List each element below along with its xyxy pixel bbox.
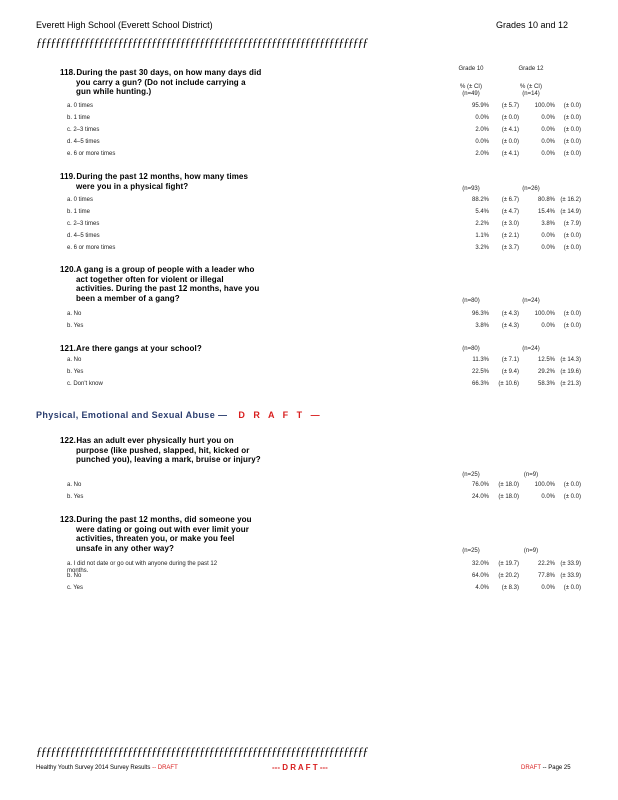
answer-option: d. 4–5 times xyxy=(67,233,100,239)
percentage-g10: 66.3% xyxy=(471,381,489,387)
header-grades: Grades 10 and 12 xyxy=(496,20,569,30)
percentage-g10: 4.0% xyxy=(475,585,489,591)
sample-size-n10: (n=49) xyxy=(462,91,480,97)
question-text: unsafe in any other way? xyxy=(76,543,174,553)
confidence-interval-ci12: (± 0.0) xyxy=(563,494,581,500)
footer-center-draft: --- D R A F T --- xyxy=(272,763,328,772)
confidence-interval-ci12: (± 7.9) xyxy=(563,221,581,227)
question-text: you carry a gun? (Do not include carrying a xyxy=(76,77,246,87)
answer-option: b. Yes xyxy=(67,323,84,329)
confidence-interval-ci10: (± 4.3) xyxy=(501,311,519,317)
percentage-g10: 3.8% xyxy=(475,323,489,329)
percentage-g10: 76.0% xyxy=(471,482,489,488)
confidence-interval-ci12: (± 0.0) xyxy=(563,482,581,488)
confidence-interval-ci12: (± 0.0) xyxy=(563,103,581,109)
percentage-g10: 2.2% xyxy=(475,221,489,227)
percentage-g12: 22.2% xyxy=(537,561,555,567)
percentage-g12: 0.0% xyxy=(541,323,555,329)
percentage-g12: 100.0% xyxy=(534,482,555,488)
section-title: Physical, Emotional and Sexual Abuse — xyxy=(36,410,228,420)
col-grade12: Grade 12 xyxy=(518,66,544,72)
confidence-interval-ci10: (± 0.0) xyxy=(501,139,519,145)
confidence-interval-ci10: (± 4.7) xyxy=(501,209,519,215)
sample-size-n12: (n=14) xyxy=(522,91,540,97)
percentage-g10: 32.0% xyxy=(471,561,489,567)
confidence-interval-ci12: (± 0.0) xyxy=(563,127,581,133)
percentage-g12: 77.8% xyxy=(537,573,555,579)
sample-size-n10: (n=80) xyxy=(462,346,480,352)
percentage-g10: 5.4% xyxy=(475,209,489,215)
confidence-interval-ci10: (± 4.1) xyxy=(501,127,519,133)
percentage-g12: 80.8% xyxy=(537,197,555,203)
confidence-interval-ci12: (± 33.9) xyxy=(560,561,581,567)
answer-option: a. 0 times xyxy=(67,197,94,203)
confidence-interval-ci10: (± 4.3) xyxy=(501,323,519,329)
question-number: 119. xyxy=(60,172,76,181)
confidence-interval-ci10: (± 2.1) xyxy=(501,233,519,239)
answer-option: b. Yes xyxy=(67,494,84,500)
confidence-interval-ci12: (± 0.0) xyxy=(563,311,581,317)
question-text: activities, threaten you, or make you feel xyxy=(76,534,235,543)
answer-option: a. 0 times xyxy=(67,103,94,109)
confidence-interval-ci10: (± 0.0) xyxy=(501,115,519,121)
page-number: -- Page 25 xyxy=(542,765,571,771)
percentage-g12: 100.0% xyxy=(534,311,555,317)
footer-survey-title: Healthy Youth Survey 2014 Survey Results xyxy=(36,765,151,771)
percentage-g12: 15.4% xyxy=(537,209,555,215)
answer-option: a. I did not date or go out with anyone during the past 12 xyxy=(67,561,218,567)
answer-option: a. No xyxy=(67,311,82,317)
answer-option: e. 6 or more times xyxy=(67,245,116,251)
confidence-interval-ci12: (± 14.3) xyxy=(560,357,581,363)
percentage-g12: 0.0% xyxy=(541,115,555,121)
answer-option: c. 2–3 times xyxy=(67,127,100,133)
header-rule: ƒƒƒƒƒƒƒƒƒƒƒƒƒƒƒƒƒƒƒƒƒƒƒƒƒƒƒƒƒƒƒƒƒƒƒƒƒƒƒƒƒƒƒƒƒƒƒƒƒƒƒƒƒƒƒƒƒƒƒƒƒƒƒƒƒƒƒƒƒ xyxy=(36,35,368,49)
question-122 xyxy=(60,436,261,465)
percentage-g12: 29.2% xyxy=(537,369,555,375)
confidence-interval-ci10: (± 3.0) xyxy=(501,221,519,227)
question-text: activities. During the past 12 months, have you xyxy=(76,284,260,293)
question-120 xyxy=(60,265,259,303)
percentage-g10: 96.3% xyxy=(471,311,489,317)
footer-right-draft: DRAFT xyxy=(521,765,541,771)
answer-option: e. 6 or more times xyxy=(67,151,116,157)
question-number: 120. xyxy=(60,265,76,274)
confidence-interval-ci12: (± 0.0) xyxy=(563,151,581,157)
percentage-g12: 0.0% xyxy=(541,245,555,251)
percentage-g12: 0.0% xyxy=(541,585,555,591)
sample-size-n12: (n=26) xyxy=(522,186,540,192)
question-text: were dating or going out with ever limit your xyxy=(76,524,249,534)
question-text: punched you), leaving a mark, bruise or injury? xyxy=(76,455,261,464)
confidence-interval-ci10: (± 3.7) xyxy=(501,245,519,251)
confidence-interval-ci12: (± 0.0) xyxy=(563,139,581,145)
question-number: 118. xyxy=(60,68,76,77)
percentage-g12: 3.8% xyxy=(541,221,555,227)
confidence-interval-ci10: (± 20.2) xyxy=(498,573,519,579)
question-text: been a member of a gang? xyxy=(76,293,180,303)
confidence-interval-ci12: (± 0.0) xyxy=(563,323,581,329)
question-text: Are there gangs at your school? xyxy=(74,344,202,353)
question-118 xyxy=(60,68,261,97)
percentage-g12: 0.0% xyxy=(541,151,555,157)
sample-size-n12: (n=24) xyxy=(522,346,540,352)
answer-option: d. 4–5 times xyxy=(67,139,100,145)
confidence-interval-ci12: (± 33.9) xyxy=(560,573,581,579)
confidence-interval-ci12: (± 16.2) xyxy=(560,197,581,203)
sample-size-n10: (n=25) xyxy=(462,472,480,478)
footer-left xyxy=(36,765,178,771)
question-text: During the past 12 months, did someone you xyxy=(74,515,252,524)
confidence-interval-ci12: (± 0.0) xyxy=(563,115,581,121)
confidence-interval-ci10: (± 8.3) xyxy=(501,585,519,591)
question-number: 122. xyxy=(60,436,76,445)
confidence-interval-ci10: (± 4.1) xyxy=(501,151,519,157)
percentage-g10: 2.0% xyxy=(475,127,489,133)
percentage-g10: 2.0% xyxy=(475,151,489,157)
question-text: act together often for violent or illegal xyxy=(76,274,224,284)
section-draft: D R A F T — xyxy=(238,410,323,420)
answer-option: b. No xyxy=(67,573,82,579)
question-119 xyxy=(60,172,248,191)
percentage-g10: 22.5% xyxy=(471,369,489,375)
confidence-interval-ci12: (± 0.0) xyxy=(563,245,581,251)
question-number: 121. xyxy=(60,344,76,353)
answer-option: a. No xyxy=(67,482,82,488)
header-school: Everett High School (Everett School District) xyxy=(36,20,213,30)
percentage-g12: 58.3% xyxy=(537,381,555,387)
confidence-interval-ci10: (± 18.0) xyxy=(498,482,519,488)
question-text: Has an adult ever physically hurt you on xyxy=(74,436,234,445)
percentage-g12: 0.0% xyxy=(541,494,555,500)
percentage-g10: 11.3% xyxy=(472,357,489,363)
question-text: During the past 30 days, on how many days did xyxy=(74,68,262,77)
confidence-interval-ci12: (± 19.6) xyxy=(560,369,581,375)
confidence-interval-ci10: (± 6.7) xyxy=(501,197,519,203)
confidence-interval-ci10: (± 9.4) xyxy=(501,369,519,375)
sample-size-n12: (n=9) xyxy=(523,548,539,554)
sample-size-n12: (n=9) xyxy=(523,472,539,478)
percentage-g12: 0.0% xyxy=(541,233,555,239)
answer-option-continued: months. xyxy=(67,568,89,574)
percentage-g12: 0.0% xyxy=(541,139,555,145)
question-text: A gang is a group of people with a leader who xyxy=(74,265,255,274)
answer-option: c. 2–3 times xyxy=(67,221,100,227)
col-grade12-pct: % (± CI) xyxy=(520,84,542,90)
question-text: were you in a physical fight? xyxy=(76,181,189,191)
confidence-interval-ci12: (± 0.0) xyxy=(563,585,581,591)
percentage-g12: 0.0% xyxy=(541,127,555,133)
answer-option: b. Yes xyxy=(67,369,84,375)
answer-option: c. Don't know xyxy=(67,381,103,387)
col-grade10: Grade 10 xyxy=(458,66,484,72)
confidence-interval-ci12: (± 14.9) xyxy=(560,209,581,215)
question-text: During the past 12 months, how many times xyxy=(74,172,249,181)
question-text: gun while hunting.) xyxy=(76,87,152,96)
answer-option: c. Yes xyxy=(67,585,84,591)
percentage-g10: 3.2% xyxy=(475,245,489,251)
section-heading xyxy=(36,410,323,420)
footer-rule: ƒƒƒƒƒƒƒƒƒƒƒƒƒƒƒƒƒƒƒƒƒƒƒƒƒƒƒƒƒƒƒƒƒƒƒƒƒƒƒƒƒƒƒƒƒƒƒƒƒƒƒƒƒƒƒƒƒƒƒƒƒƒƒƒƒƒƒƒƒ xyxy=(36,744,368,758)
confidence-interval-ci10: (± 19.7) xyxy=(498,561,519,567)
answer-option: a. No xyxy=(67,357,82,363)
confidence-interval-ci10: (± 7.1) xyxy=(501,357,519,363)
confidence-interval-ci10: (± 18.0) xyxy=(498,494,519,500)
confidence-interval-ci12: (± 21.3) xyxy=(560,381,581,387)
footer-left-draft: -- DRAFT xyxy=(152,765,178,771)
answer-option: b. 1 time xyxy=(67,115,91,121)
percentage-g10: 1.1% xyxy=(475,233,489,239)
answer-option: b. 1 time xyxy=(67,209,91,215)
sample-size-n10: (n=93) xyxy=(462,186,480,192)
question-text: purpose (like pushed, slapped, hit, kicked or xyxy=(76,445,250,455)
confidence-interval-ci10: (± 5.7) xyxy=(501,103,519,109)
sample-size-n10: (n=80) xyxy=(462,298,480,304)
sample-size-n12: (n=24) xyxy=(522,298,540,304)
percentage-g10: 0.0% xyxy=(475,139,489,145)
percentage-g10: 95.9% xyxy=(471,103,489,109)
percentage-g12: 100.0% xyxy=(534,103,555,109)
percentage-g12: 12.5% xyxy=(537,357,555,363)
footer-right xyxy=(521,765,571,771)
confidence-interval-ci10: (± 10.6) xyxy=(498,381,519,387)
col-grade10-pct: % (± CI) xyxy=(460,84,482,90)
question-number: 123. xyxy=(60,515,76,524)
percentage-g10: 88.2% xyxy=(471,197,489,203)
question-121 xyxy=(60,344,202,354)
percentage-g10: 24.0% xyxy=(471,494,489,500)
question-123 xyxy=(60,515,252,553)
percentage-g10: 0.0% xyxy=(475,115,489,121)
confidence-interval-ci12: (± 0.0) xyxy=(563,233,581,239)
percentage-g10: 64.0% xyxy=(471,573,489,579)
sample-size-n10: (n=25) xyxy=(462,548,480,554)
